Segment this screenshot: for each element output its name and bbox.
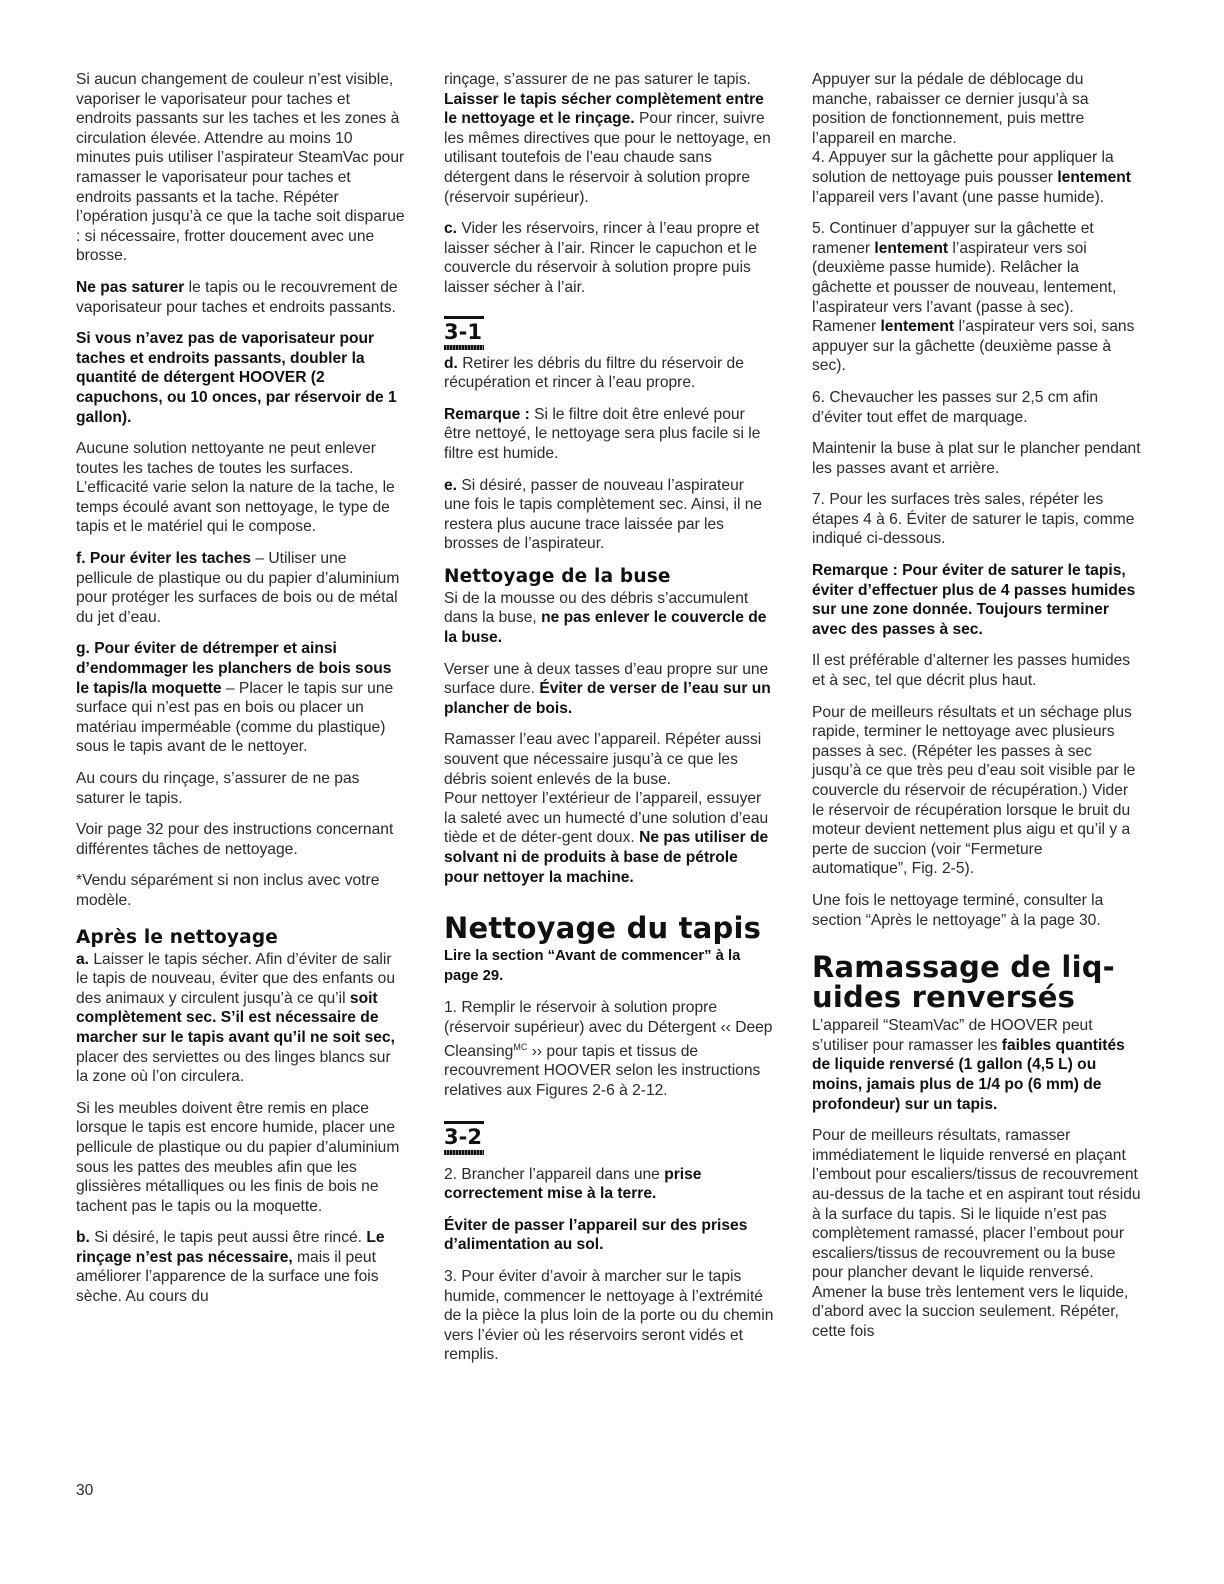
bold-text: Remarque : (444, 405, 530, 423)
text: placer des serviettes ou des linges blancs sur la zone où l’on circulera. (76, 1048, 391, 1086)
paragraph (812, 148, 1142, 207)
paragraph: 6. Chevaucher les passes sur 2,5 cm afin d’éviter tout effet de marquage. (812, 388, 1099, 426)
subheading: Lire la section “Avant de commencer” à la page 29. (444, 948, 741, 984)
paragraph (444, 476, 774, 554)
bold-text: Ne pas utiliser de solvant ni de produits à base de pétrole pour nettoyer la machine. (444, 829, 769, 886)
paragraph: Si aucun changement de couleur n’est visible, vaporiser le vaporisateur pour taches et endroits passants sur les taches et les zones à circulation élevée. Attendre au moins 10 minutes puis utiliser l’aspirateur SteamVac pour ramasser le vaporisateur pour taches et endroits passants et la tache. Répéter l’opération jusqu’à ce que la tache soit disparue : si nécessaire, frotter doucement avec une brosse. (76, 71, 405, 265)
text: 1. Remplir le réservoir à solution propre (réservoir supérieur) avec du Détergent ‹‹ Deep Cleansing (444, 999, 773, 1060)
paragraph (444, 405, 774, 464)
paragraph: Si les meubles doivent être remis en place lorsque le tapis est encore humide, placer une pellicule de plastique ou du papier d’aluminium sous les pattes des meubles afin que les glissières métalliques ou les finis de bois ne tachent pas le tapis ou la moquette. (76, 1099, 400, 1215)
text: mais il peut améliorer l’apparence de la surface une fois sèche. Au cours du (76, 1248, 379, 1306)
text: Si désiré, passer de nouveau l’aspirateur une fois le tapis complètement sec. Ainsi, il ne restera plus aucune trace laissée par les brosses de l’aspirateur. (444, 476, 763, 553)
column-right (812, 70, 1142, 1354)
text: rinçage, s’assurer de ne pas saturer le tapis. (444, 71, 751, 88)
step-letter: d. (444, 354, 458, 372)
paragraph: Pour de meilleurs résultats, ramasser immédiatement le liquide renversé en plaçant l’embout pour escaliers/tissus de recouvrement au-dessus de la tache et en aspirant tout résidu à la surface du tapis. Si le liquide n’est pas complètement ramassé, placer l’embout pour escaliers/tissus de recouvrement ou la buse pour plancher devant le liquide renversé. Amener la buse très lentement vers le liquide, d’abord avec la succion seulement. Répéter, cette fois (812, 1127, 1141, 1341)
bold-text: lentement (874, 239, 949, 257)
page-number: 30 (76, 1482, 94, 1499)
text: 2. Brancher l’appareil dans une (444, 1165, 665, 1183)
paragraph: 7. Pour les surfaces très sales, répéter les étapes 4 à 6. Éviter de saturer le tapis, comme indiqué ci-dessous. (812, 491, 1135, 548)
text: Si de la mousse ou des débris s’accumulent dans la buse, (444, 589, 749, 627)
text: 5. Continuer d’appuyer sur la gâchette et ramener (812, 220, 1094, 257)
warning-paragraph: Éviter de passer l’appareil sur des prises d’alimentation au sol. (444, 1216, 748, 1254)
bold-text: Éviter de verser de l’eau sur un plancher de bois. (444, 680, 771, 717)
section-heading-apres: Après le nettoyage (76, 926, 279, 948)
paragraph (444, 660, 774, 719)
paragraph: Voir page 32 pour des instructions concernant différentes tâches de nettoyage. (76, 821, 394, 858)
text: Vider les réservoirs, rincer à l’eau propre et laisser sécher à l’air. Rincer le capuchon et le couvercle du réservoir à solution propre puis laisser sécher à l’air. (444, 220, 760, 296)
section-heading-ramassage: Ramassage de liq-uides renversés (812, 950, 1115, 1015)
paragraph (444, 789, 774, 887)
bold-text: lentement (1057, 168, 1131, 186)
bold-text: g. Pour éviter de détremper et ainsi d’endommager les planchers de bois sous le tapis/la moquette (76, 640, 392, 697)
text: le tapis ou le recouvrement de vaporisateur pour taches et endroits passants. (76, 278, 398, 316)
paragraph: Une fois le nettoyage terminé, consulter la section “Après le nettoyage” à la page 30. (812, 891, 1104, 929)
bold-text: lentement (880, 318, 955, 336)
paragraph: Aucune solution nettoyante ne peut enlever toutes les taches de toutes les surfaces. L’efficacité varie selon la nature de la tache, le temps écoulé avant son nettoyage, le type de tapis et le matériel qui le compose. (76, 440, 395, 536)
text: – Placer le tapis sur une surface qui n’est pas en bois ou placer un matériau imperméable (comme du plastique) sous le tapis avant de le nettoyer. (76, 679, 394, 756)
figure-bar (444, 1121, 484, 1124)
figure-shade (444, 1150, 484, 1155)
bold-text: f. Pour éviter les taches (76, 550, 252, 568)
step-letter: c. (444, 220, 458, 238)
paragraph: Ramasser l’eau avec l’appareil. Répéter aussi souvent que nécessaire jusqu’à ce que les débris soient enlevés de la buse. (444, 731, 762, 788)
text: Pour nettoyer l’extérieur de l’appareil, essuyer la saleté avec un humecté d’une solution d’eau tiède et de déter-gent doux. (444, 790, 769, 847)
figure-bar (444, 316, 484, 319)
figure-marker-3-1 (444, 316, 484, 350)
paragraph (444, 219, 774, 297)
text: 4. Appuyer sur la gâchette pour appliquer la solution de nettoyage puis pousser (812, 149, 1114, 186)
bold-text: Laisser le tapis sécher complètement entre le nettoyage et le rinçage. (444, 90, 764, 128)
figure-marker-3-2 (444, 1121, 484, 1155)
text: Laisser le tapis sécher. Afin d’éviter de salir le tapis de nouveau, éviter que des enfants ou des animaux y circulent jusqu’à ce qu’il (76, 950, 396, 1007)
step-letter: e. (444, 476, 458, 494)
text: Verser une à deux tasses d’eau propre sur une surface dure. (444, 660, 769, 698)
paragraph (76, 278, 406, 317)
paragraph (76, 639, 406, 757)
text: l’aspirateur vers soi, sans appuyer sur la gâchette (deuxième passe à sec). (812, 318, 1135, 375)
paragraph (76, 950, 406, 1087)
step-letter: a. (76, 950, 90, 968)
section-heading-tapis: Nettoyage du tapis (444, 911, 762, 946)
figure-label: 3-1 (444, 319, 482, 344)
paragraph: Au cours du rinçage, s’assurer de ne pas saturer le tapis. (76, 770, 360, 807)
text: Si le filtre doit être enlevé pour être nettoyé, le nettoyage sera plus facile si le filtre est humide. (444, 405, 761, 462)
warning-paragraph: Remarque : Pour éviter de saturer le tapis, éviter d’effectuer plus de 4 passes humides sur une zone donnée. Toujours terminer avec des passes à sec. (812, 562, 1136, 638)
paragraph: Appuyer sur la pédale de déblocage du manche, rabaisser ce dernier jusqu’à sa position de fonctionnement, puis mettre l’appareil en marche. (812, 71, 1089, 147)
text: – Utiliser une pellicule de plastique ou du papier d’aluminium pour protéger les surfaces de bois ou de métal du jet d’eau. (76, 550, 400, 626)
paragraph: Pour de meilleurs résultats et un séchage plus rapide, terminer le nettoyage avec plusieurs passes à sec. (Répéter les passes à sec jusqu’à ce que très peu d’eau soit visible par le couvercle du réservoir de récupération.) Vider le réservoir de récupération lorsque le bruit du moteur devient nettement plus aigu et qu’il y a perte de succion (voir “Fermeture automatique”, Fig. 2-5). (812, 703, 1136, 878)
paragraph (444, 354, 774, 393)
footnote: *Vendu séparément si non inclus avec votre modèle. (76, 872, 380, 909)
text: Si désiré, le tapis peut aussi être rincé. (89, 1229, 367, 1247)
paragraph: Il est préférable d’alterner les passes humides et à sec, tel que décrit plus haut. (812, 652, 1131, 690)
bold-text: faibles quantités de liquide renversé (1 gallon (4,5 L) ou moins, jamais plus de 1/4 po (6 mm) de profondeur) sur un tapis. (812, 1036, 1125, 1113)
bold-text: ne pas enlever le couvercle de la buse. (444, 609, 767, 647)
section-heading-buse: Nettoyage de la buse (444, 565, 671, 587)
paragraph (444, 1165, 774, 1204)
bold-text: Le rinçage n’est pas nécessaire, (76, 1229, 385, 1266)
paragraph: 3. Pour éviter d’avoir à marcher sur le tapis humide, commencer le nettoyage à l’extrémité de la pièce la plus loin de la porte ou du chemin vers l’évier où les réservoirs seront vidés et remplis. (444, 1267, 774, 1364)
step-letter: b. (76, 1229, 90, 1247)
warning-paragraph: Si vous n’avez pas de vaporisateur pour taches et endroits passants, doubler la quantité de détergent HOOVER (2 capuchons, ou 10 onces, par réservoir de 1 gallon). (76, 330, 397, 426)
text: l’appareil vers l’avant (une passe humide). (812, 188, 1105, 206)
text: ›› pour tapis et tissus de recouvrement HOOVER selon les instructions relatives aux Figures 2-6 à 2-12. (444, 1042, 761, 1099)
bold-text: soit complètement sec. S’il est nécessaire de marcher sur le tapis avant qu’il ne soit sec, (76, 989, 395, 1046)
figure-shade (444, 345, 484, 350)
paragraph: Maintenir la buse à plat sur le plancher pendant les passes avant et arrière. (812, 440, 1141, 477)
bold-text: prise correctement mise à la terre. (444, 1165, 702, 1203)
paragraph (76, 1228, 406, 1306)
paragraph (812, 1016, 1142, 1114)
paragraph (444, 70, 774, 207)
column-middle (444, 70, 774, 1377)
text: l’aspirateur vers soi (deuxième passe humide). Relâcher la gâchette et pousser de nouveau, lentement, l’aspirateur vers l’avant (passe à sec). Ramener (812, 239, 1117, 336)
paragraph (444, 589, 774, 648)
paragraph (444, 998, 774, 1100)
paragraph (76, 549, 406, 627)
bold-text: Ne pas saturer (76, 278, 185, 296)
paragraph (812, 219, 1142, 376)
text: Pour rincer, suivre les mêmes directives que pour le nettoyage, en utilisant toutefois de l’eau chaude sans détergent dans le réservoir à solution propre (réservoir supérieur). (444, 110, 771, 206)
text: L’appareil “SteamVac” de HOOVER peut s’utiliser pour ramasser les (812, 1017, 1093, 1054)
text: Retirer les débris du filtre du réservoir de récupération et rincer à l’eau propre. (444, 354, 744, 392)
column-left (76, 70, 406, 1319)
superscript: MC (513, 1041, 528, 1052)
figure-label: 3-2 (444, 1124, 482, 1149)
